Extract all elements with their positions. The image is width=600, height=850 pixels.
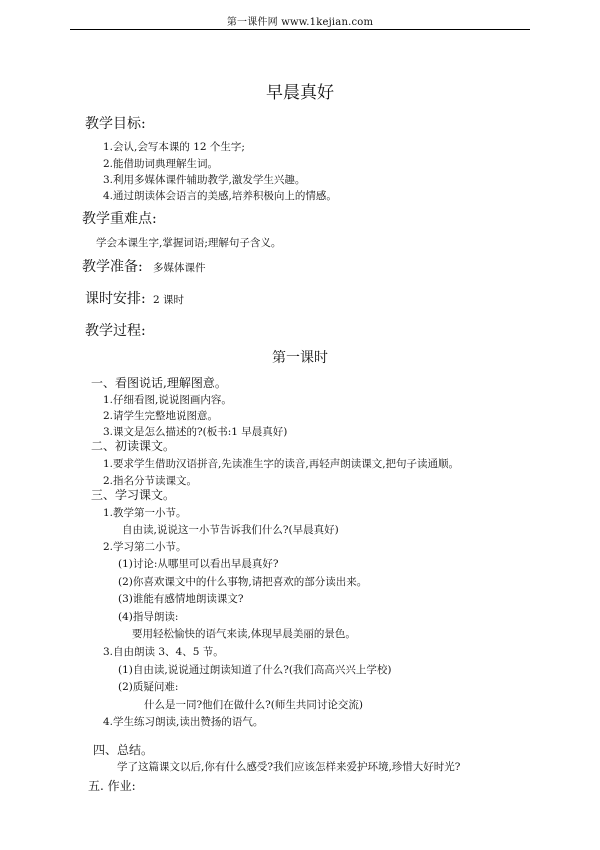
- part3-item: 4.学生练习朗读,读出赞扬的语气。: [103, 716, 264, 728]
- part3-subitem: (4)指导朗读:: [118, 611, 179, 623]
- part4-heading: 四、总结。: [93, 743, 154, 757]
- objective-item: 4.通过朗读体会语言的美感,培养积极向上的情感。: [103, 190, 337, 202]
- part3-subitem: (2)你喜欢课文中的什么事物,请把喜欢的部分读出来。: [118, 576, 368, 588]
- part2-item: 2.指名分节读课文。: [103, 475, 198, 487]
- lesson-title: 第一课时: [272, 350, 328, 366]
- part3-subitem: (2)质疑问难:: [118, 681, 179, 693]
- objective-item: 2.能借助词典理解生词。: [103, 158, 219, 170]
- part3-subitem: (1)自由读,说说通过朗读知道了什么?(我们高高兴兴上学校): [118, 664, 392, 676]
- document-title: 早晨真好: [266, 83, 334, 103]
- part3-subitem: 自由读,说说这一小节告诉我们什么?(早晨真好): [122, 524, 339, 536]
- part3-note: 要用轻松愉快的语气来读,体现早晨美丽的景色。: [132, 628, 356, 640]
- part3-subitem: (1)讨论:从哪里可以看出早晨真好?: [118, 558, 279, 570]
- part3-heading: 三、学习课文。: [91, 488, 176, 502]
- part1-item: 3.课文是怎么描述的?(板书:1 早晨真好): [103, 426, 288, 438]
- process-heading: 教学过程:: [85, 323, 146, 339]
- key-points-heading: 教学重难点:: [82, 211, 157, 227]
- preparation-value: 多媒体课件: [153, 262, 206, 274]
- objectives-heading: 教学目标:: [85, 116, 146, 132]
- part1-item: 2.请学生完整地说图意。: [103, 410, 219, 422]
- objective-item: 1.会认,会写本课的 12 个生字;: [103, 141, 245, 153]
- schedule-heading: 课时安排:: [85, 291, 146, 307]
- part3-subitem: (3)谁能有感情地朗读课文?: [118, 593, 244, 605]
- part4-text: 学了这篇课文以后,你有什么感受?我们应该怎样来爱护环境,珍惜大好时光?: [117, 761, 461, 773]
- part3-item: 2.学习第二小节。: [103, 541, 187, 553]
- part3-note: 什么是一同?他们在做什么?(师生共同讨论交流): [144, 699, 363, 711]
- page-header: 第一课件网 www.1kejian.com: [226, 17, 374, 28]
- schedule-value: 2 课时: [153, 294, 185, 306]
- part1-heading: 一、看图说话,理解图意。: [91, 376, 227, 390]
- header-divider: [70, 29, 530, 30]
- objective-item: 3.利用多媒体课件辅助教学,激发学生兴趣。: [103, 174, 306, 186]
- part5-heading: 五. 作业:: [88, 779, 136, 793]
- part3-item: 3.自由朗读 3、4、5 节。: [103, 646, 224, 658]
- part3-item: 1.教学第一小节。: [103, 507, 187, 519]
- part2-heading: 二、初读课文。: [91, 439, 176, 453]
- part2-item: 1.要求学生借助汉语拼音,先读准生字的读音,再轻声朗读课文,把句子读通顺。: [103, 458, 460, 470]
- part1-item: 1.仔细看图,说说图画内容。: [103, 394, 232, 406]
- key-points-text: 学会本课生字,掌握词语;理解句子含义。: [96, 237, 282, 249]
- preparation-heading: 教学准备:: [82, 259, 143, 275]
